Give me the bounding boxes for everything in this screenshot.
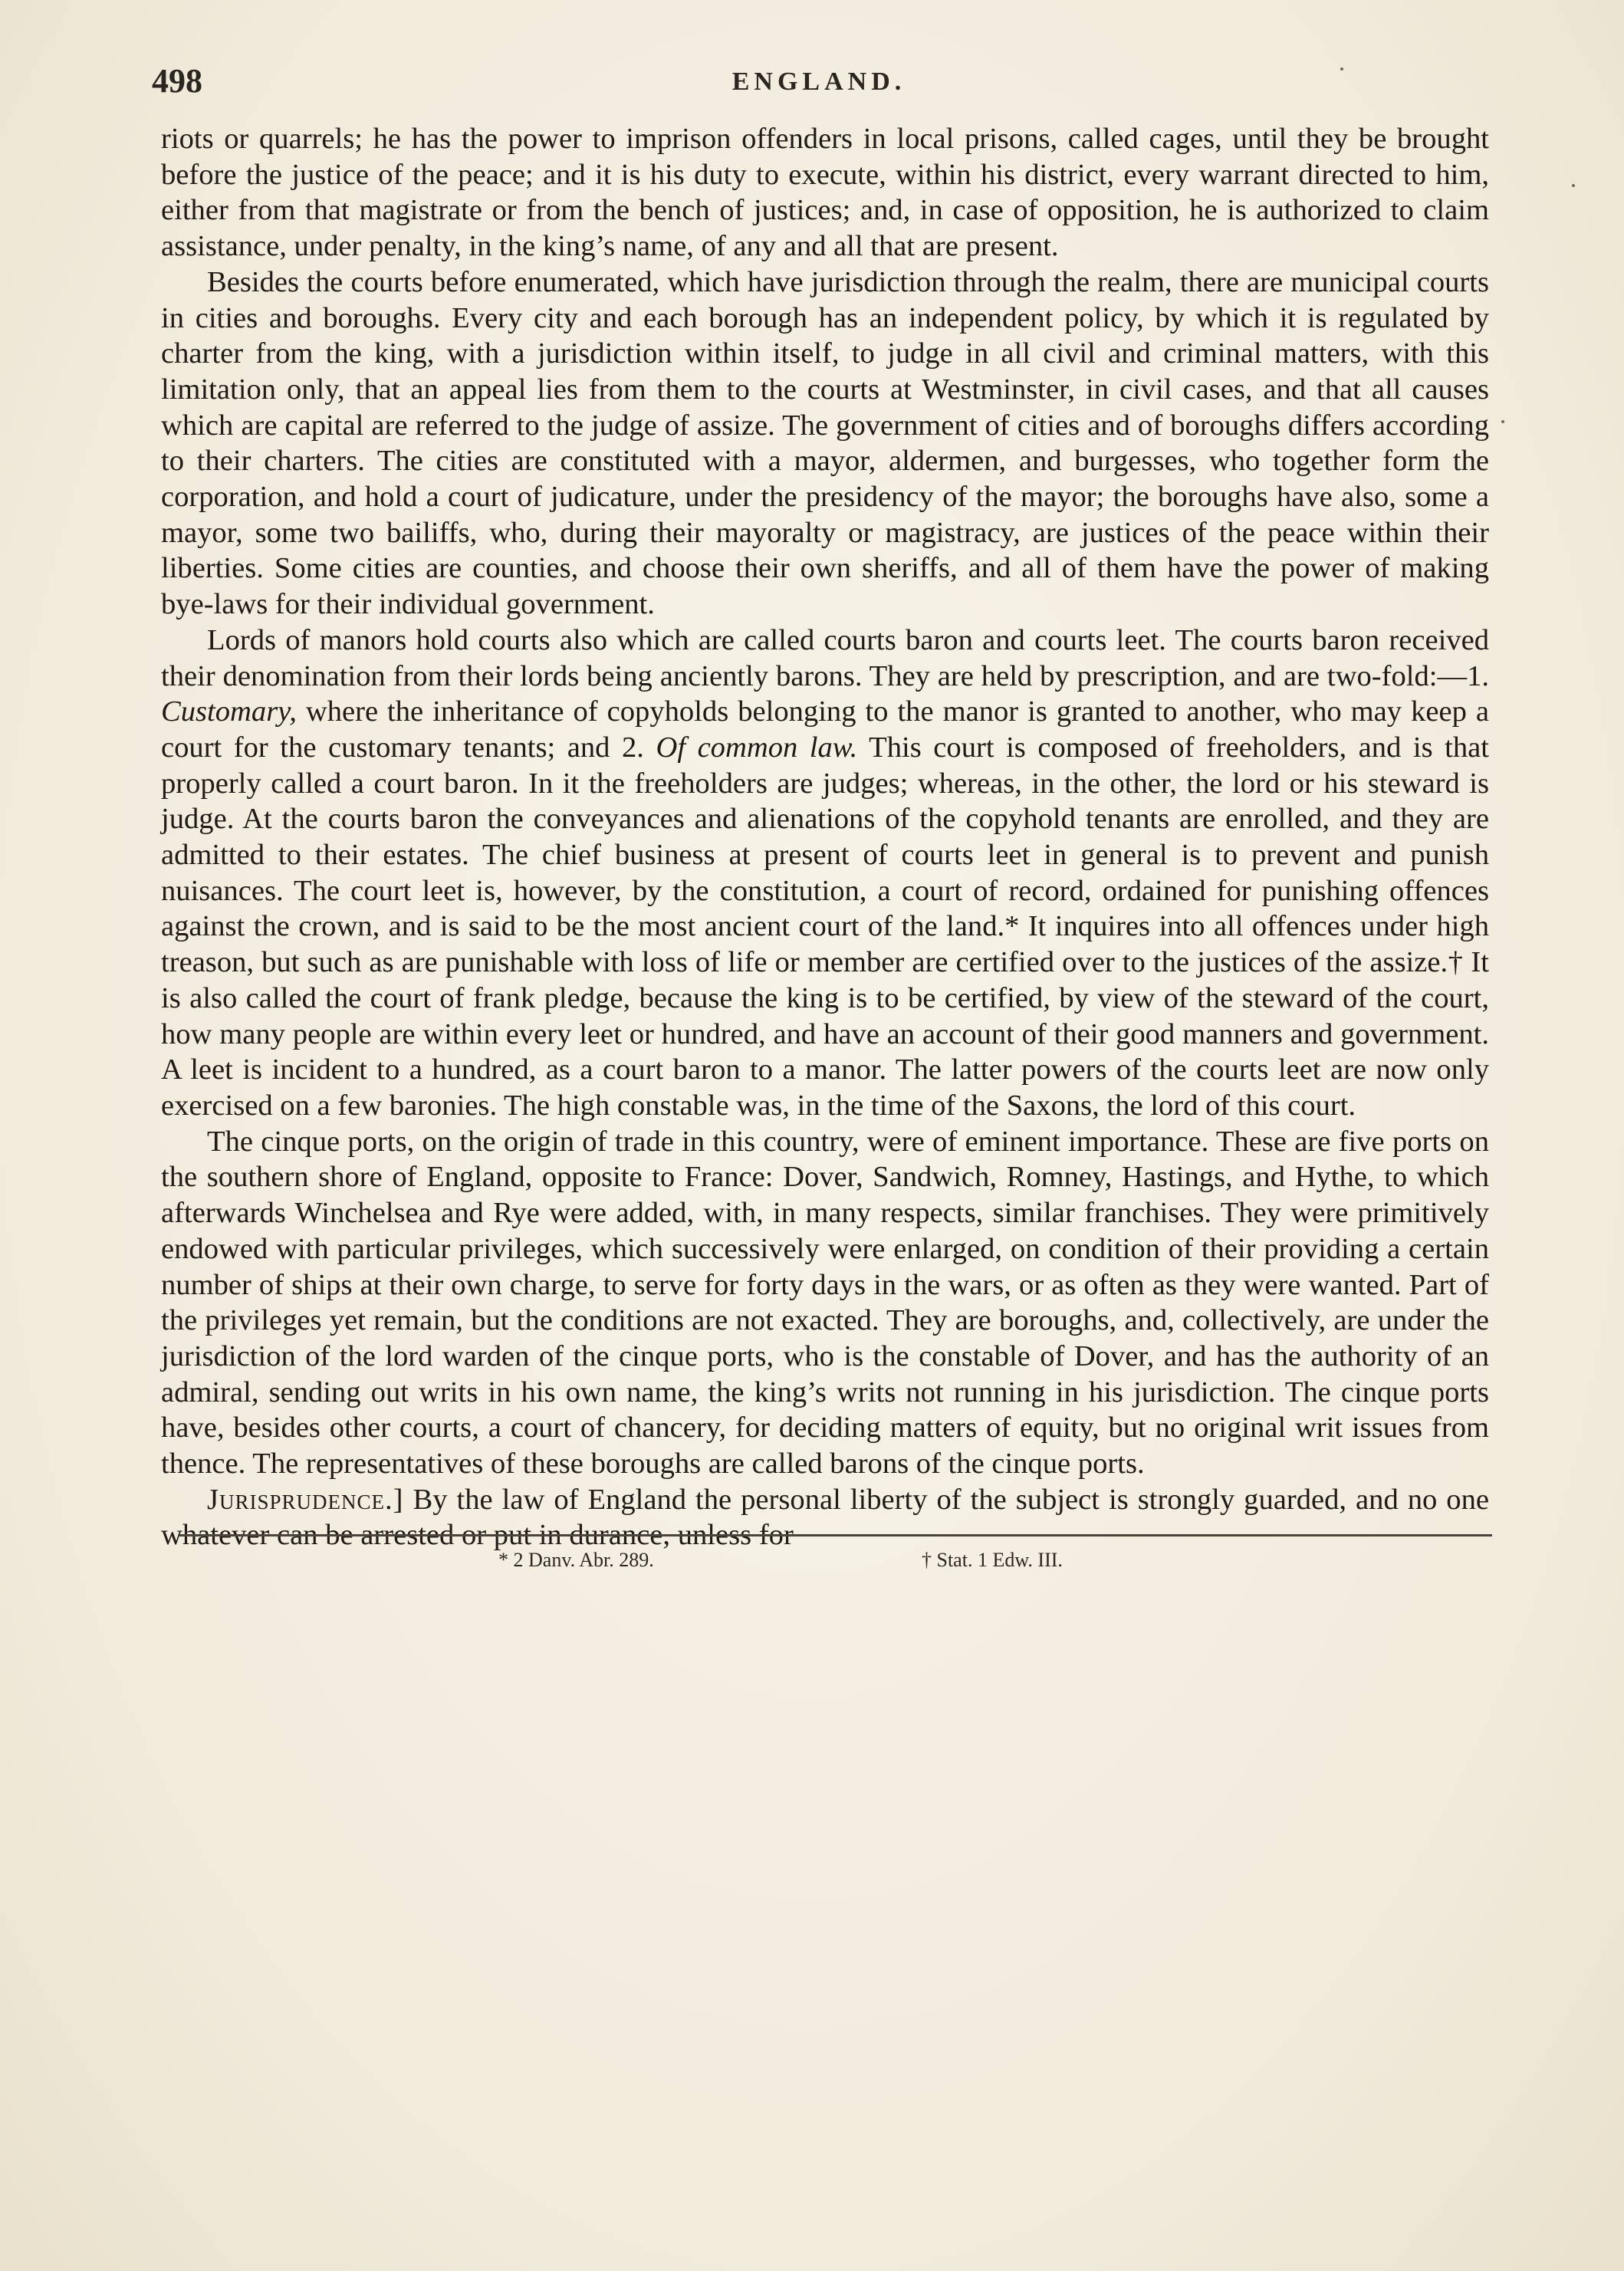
paper-speck [1340, 67, 1343, 71]
footnotes [161, 1549, 1489, 1579]
section-heading-jurisprudence: Jurisprudence.] [207, 1483, 404, 1516]
body-text [161, 121, 1489, 1553]
footnote-1: * 2 Danv. Abr. 289. [498, 1549, 654, 1571]
text-span: where the inheritance of copyholds belonging to the manor is granted to another, who may keep a court for the customary tenants; and 2. [161, 695, 1489, 764]
italic-customary: Customary, [161, 695, 297, 728]
paragraph-municipal-courts: Besides the courts before enumerated, which have jurisdiction through the realm, there are municipal courts in cities and boroughs. Every city and each borough has an independent policy, by which it is regulated by charter from the king, with a jurisdiction within itself, to judge in all civil and criminal matters, with this limitation only, that an appeal lies from them to the courts at Westminster, in civil cases, and that all causes which are capital are referred to the judge of assize. The government of cities and of boroughs differs according to their charters. The cities are constituted with a mayor, aldermen, and burgesses, who together form the corporation, and hold a court of judicature, under the presidency of the mayor; the boroughs have also, some a mayor, some two bailiffs, who, during their mayoralty or magistracy, are justices of the peace within their liberties. Some cities are counties, and choose their own sheriffs, and all of them have the power of making bye-laws for their individual government. [161, 265, 1489, 621]
text-span: This court is composed of freeholders, and is that properly called a court baron. In it the freeholders are judges; whereas, in the other, the lord or his steward is judge. At the courts baron the conveyances and alienations of the copyhold tenants are enrolled, and they are admitted to their estates. The chief business at present of courts leet in general is to prevent and punish nuisances. The court leet is, however, by the constitution, a court of record, ordained for punishing offences against the crown, and is said to be the most ancient court of the land.* It inquires into all offences under high treason, but such as are punishable with loss of life or member are certified over to the justices of the assize.† It is also called the court of frank pledge, because the king is to be certified, by view of the steward of the court, how many people are within every leet or hundred, and have an account of their good manners and government. A leet is incident to a hundred, as a court baron to a manor. The latter powers of the courts leet are now only exercised on a few baronies. The high constable was, in the time of the Saxons, the lord of this court. [161, 731, 1489, 1122]
italic-common-law: Of common law. [656, 731, 858, 764]
page-header [152, 61, 1486, 107]
footnote-2: † Stat. 1 Edw. III. [922, 1549, 1063, 1571]
paragraph-courts-baron-leet [161, 623, 1489, 1124]
text-span: By the law of England the personal liberty of the subject is strongly guarded, and no one whatever can be arrested or put in durance, unless for [161, 1483, 1489, 1552]
running-head: ENGLAND. [731, 67, 906, 96]
page-number: 498 [152, 62, 202, 100]
footnote-rule [179, 1534, 1492, 1536]
text-span: Lords of manors hold courts also which are called courts baron and courts leet. The courts baron received their denomination from their lords being anciently barons. They are held by prescription, and are two-fold:—1. [161, 623, 1489, 692]
paragraph-constable-duties: riots or quarrels; he has the power to imprison offenders in local prisons, called cages, until they be brought before the justice of the peace; and it is his duty to execute, within his district, every warrant directed to him, either from that magistrate or from the bench of justices; and, in case of opposition, he is authorized to claim assistance, under penalty, in the king’s name, of any and all that are present. [161, 123, 1489, 263]
paper-speck [1572, 184, 1575, 187]
paragraph-jurisprudence [161, 1482, 1489, 1553]
paragraph-cinque-ports: The cinque ports, on the origin of trade in this country, were of eminent importance. These are five ports on the southern shore of England, opposite to France: Dover, Sandwich, Romney, Hastings, and Hythe, to which afterwards Winchelsea and Rye were added, with, in many respects, similar franchises. They were primitively endowed with particular privileges, which successively were enlarged, on condition of their providing a certain number of ships at their own charge, to serve for forty days in the wars, or as often as they were wanted. Part of the privileges yet remain, but the conditions are not exacted. They are boroughs, and, collectively, are under the jurisdiction of the lord warden of the cinque ports, who is the constable of Dover, and has the authority of an admiral, sending out writs in his own name, the king’s writs not running in his jurisdiction. The cinque ports have, besides other courts, a court of chancery, for deciding matters of equity, but no original writ issues from thence. The representatives of these boroughs are called barons of the cinque ports. [161, 1125, 1489, 1481]
paper-speck [1501, 420, 1504, 423]
